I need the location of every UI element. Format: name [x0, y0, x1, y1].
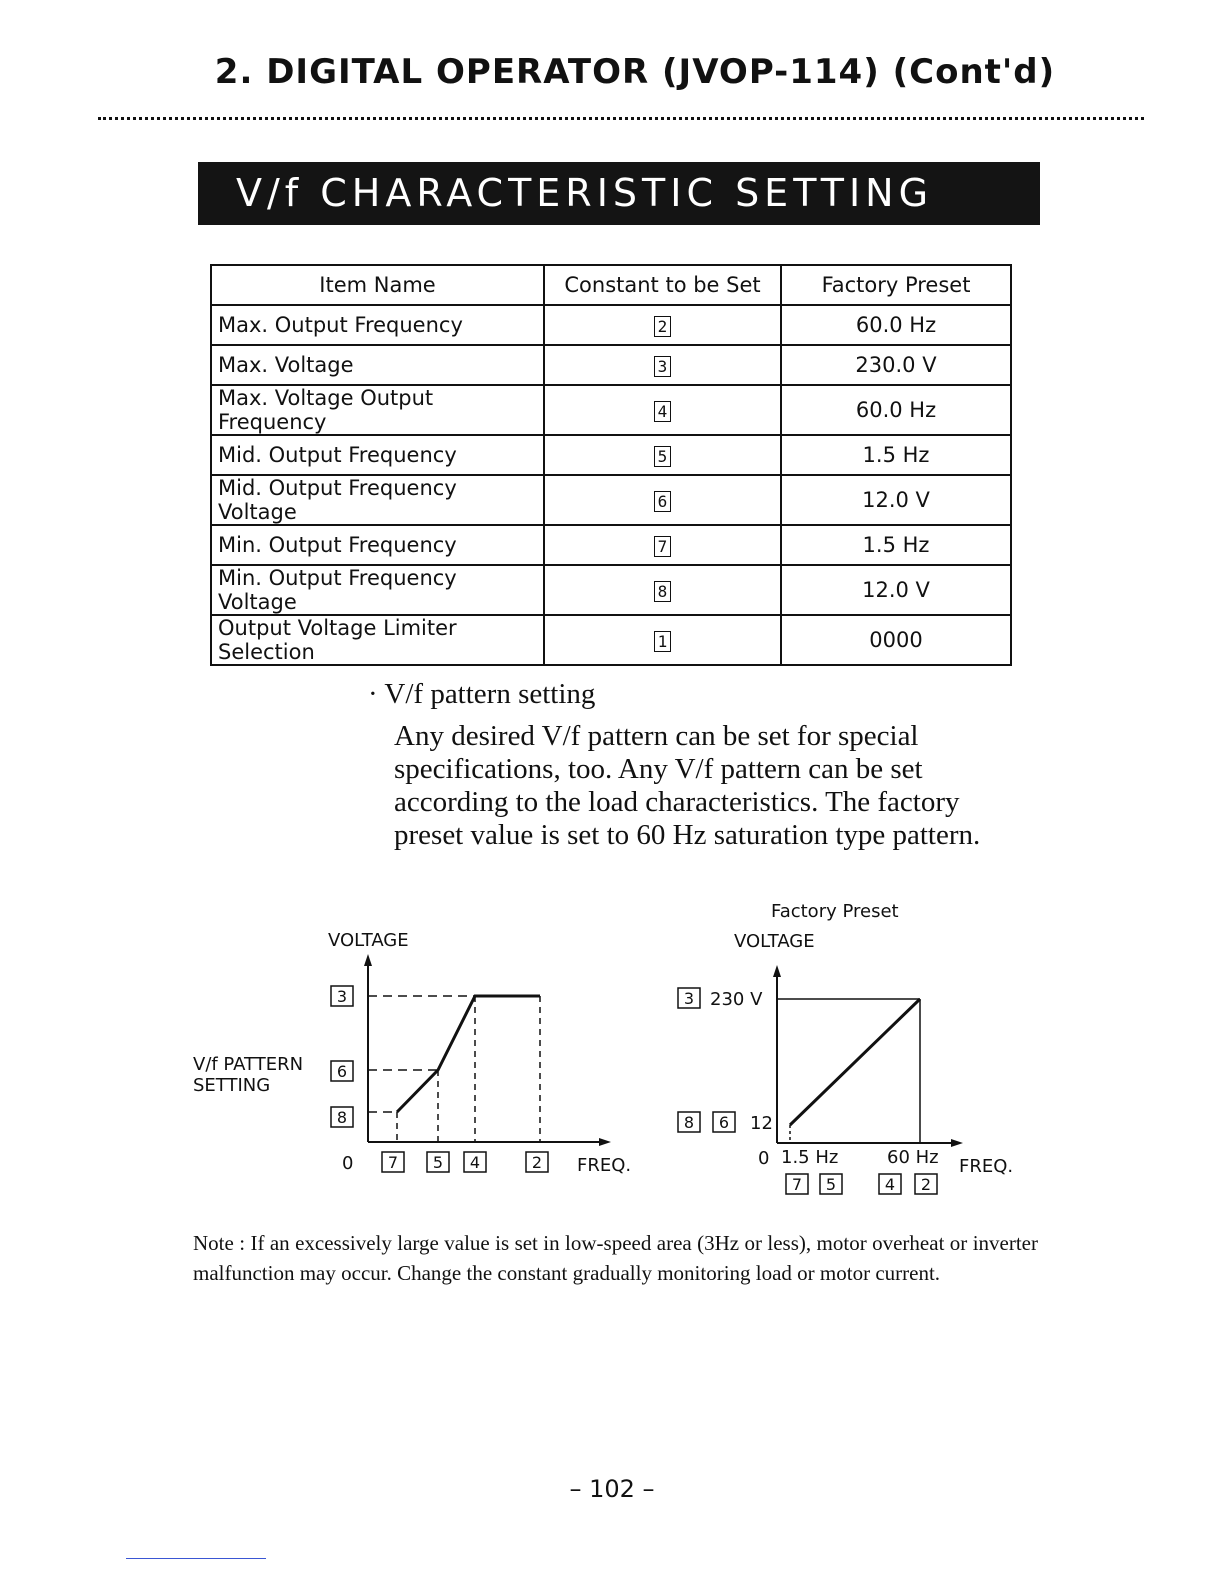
- right-max-voltage-label: 230 V: [710, 989, 763, 1010]
- right-x-axis-label: FREQ.: [959, 1156, 1014, 1177]
- left-side-label-line2: SETTING: [193, 1075, 271, 1096]
- item-name-cell: Max. Voltage Output Frequency: [211, 385, 544, 435]
- page-header-title: 2. DIGITAL OPERATOR (JVOP-114) (Cont'd): [214, 52, 1056, 92]
- right-min-voltage-label: 12: [750, 1113, 773, 1134]
- right-y-axis-arrow: [773, 965, 781, 977]
- item-name-cell: Min. Output Frequency: [211, 525, 544, 565]
- header-constant: Constant to be Set: [544, 265, 781, 305]
- constant-cell: [544, 305, 781, 345]
- section-heading-text: V/f pattern setting: [384, 678, 596, 710]
- table-row: [211, 475, 1011, 525]
- table-row: [211, 345, 1011, 385]
- page-number: – 102 –: [569, 1475, 655, 1503]
- left-y-axis-arrow: [364, 954, 372, 966]
- left-vf-pattern-line: [397, 996, 540, 1112]
- factory-preset-cell: 0000: [781, 615, 1011, 665]
- header-item-name: Item Name: [211, 265, 544, 305]
- section-banner: V/f CHARACTERISTIC SETTING: [198, 162, 1040, 225]
- right-y-axis-label: VOLTAGE: [734, 931, 815, 952]
- item-name-cell: Max. Output Frequency: [211, 305, 544, 345]
- left-const-7: 7: [387, 1153, 399, 1172]
- left-x-axis-arrow: [599, 1138, 611, 1146]
- section-heading: [368, 678, 595, 711]
- right-caption: Factory Preset: [771, 901, 899, 922]
- left-const-3: 3: [336, 987, 348, 1006]
- item-name-cell: Mid. Output Frequency Voltage: [211, 475, 544, 525]
- constant-number-box: 7: [654, 536, 672, 557]
- left-side-label-line1: V/f PATTERN: [193, 1054, 304, 1075]
- left-origin-label: 0: [342, 1153, 354, 1174]
- right-x-axis-arrow: [951, 1139, 963, 1147]
- item-name-cell: Mid. Output Frequency: [211, 435, 544, 475]
- left-x-axis-label: FREQ.: [577, 1155, 632, 1176]
- table-row: [211, 305, 1011, 345]
- right-vf-pattern-line: [790, 999, 920, 1125]
- constant-number-box: 5: [654, 446, 672, 467]
- right-const-3: 3: [683, 989, 695, 1008]
- note-paragraph: Note : If an excessively large value is set in low-speed area (3Hz or less), motor overheat or inverter malfunction may occur. Change the constant gradually monitoring load or motor current.: [193, 1231, 1038, 1285]
- header-divider: [98, 117, 1144, 120]
- factory-preset-cell: 1.5 Hz: [781, 435, 1011, 475]
- bullet-mark: ·: [368, 678, 378, 710]
- constant-number-box: 4: [654, 401, 672, 422]
- constant-cell: [544, 565, 781, 615]
- constant-number-box: 3: [654, 356, 672, 377]
- vf-pattern-setting-diagram: [185, 920, 655, 1200]
- left-const-4: 4: [469, 1153, 481, 1172]
- right-max-freq-label: 60 Hz: [887, 1147, 939, 1168]
- factory-preset-cell: 60.0 Hz: [781, 305, 1011, 345]
- section-paragraph: Any desired V/f pattern can be set for special specifications, too. Any V/f pattern can be set according to the load characteristics. The factory preset value is set to 60 Hz saturation type pattern.: [394, 720, 981, 851]
- constant-cell: [544, 475, 781, 525]
- right-const-6: 6: [718, 1113, 730, 1132]
- factory-preset-cell: 60.0 Hz: [781, 385, 1011, 435]
- right-const-5: 5: [825, 1175, 837, 1194]
- header-factory-preset: Factory Preset: [781, 265, 1011, 305]
- right-origin-label: 0: [758, 1148, 770, 1169]
- table-row: [211, 385, 1011, 435]
- item-name-cell: Output Voltage Limiter Selection: [211, 615, 544, 665]
- right-const-7: 7: [791, 1175, 803, 1194]
- factory-preset-diagram: [665, 893, 1035, 1205]
- constant-cell: [544, 525, 781, 565]
- table-header-row: [211, 265, 1011, 305]
- footer-line: [126, 1558, 266, 1559]
- left-const-6: 6: [336, 1062, 348, 1081]
- constant-number-box: 2: [654, 316, 672, 337]
- left-y-axis-label: VOLTAGE: [328, 930, 409, 951]
- right-const-8: 8: [683, 1113, 695, 1132]
- constant-number-box: 1: [654, 631, 672, 652]
- constant-number-box: 6: [654, 491, 672, 512]
- factory-preset-cell: 1.5 Hz: [781, 525, 1011, 565]
- table-row: [211, 525, 1011, 565]
- right-const-2: 2: [920, 1175, 932, 1194]
- factory-preset-cell: 12.0 V: [781, 565, 1011, 615]
- constants-table: [210, 264, 1012, 666]
- table-row: [211, 565, 1011, 615]
- constant-number-box: 8: [654, 581, 672, 602]
- right-const-4: 4: [884, 1175, 896, 1194]
- item-name-cell: Max. Voltage: [211, 345, 544, 385]
- left-const-2: 2: [531, 1153, 543, 1172]
- table-row: [211, 435, 1011, 475]
- constant-cell: [544, 615, 781, 665]
- constant-cell: [544, 435, 781, 475]
- constant-cell: [544, 345, 781, 385]
- constant-cell: [544, 385, 781, 435]
- left-const-8: 8: [336, 1108, 348, 1127]
- table-row: [211, 615, 1011, 665]
- item-name-cell: Min. Output Frequency Voltage: [211, 565, 544, 615]
- factory-preset-cell: 12.0 V: [781, 475, 1011, 525]
- right-min-freq-label: 1.5 Hz: [781, 1147, 839, 1168]
- left-const-5: 5: [432, 1153, 444, 1172]
- factory-preset-cell: 230.0 V: [781, 345, 1011, 385]
